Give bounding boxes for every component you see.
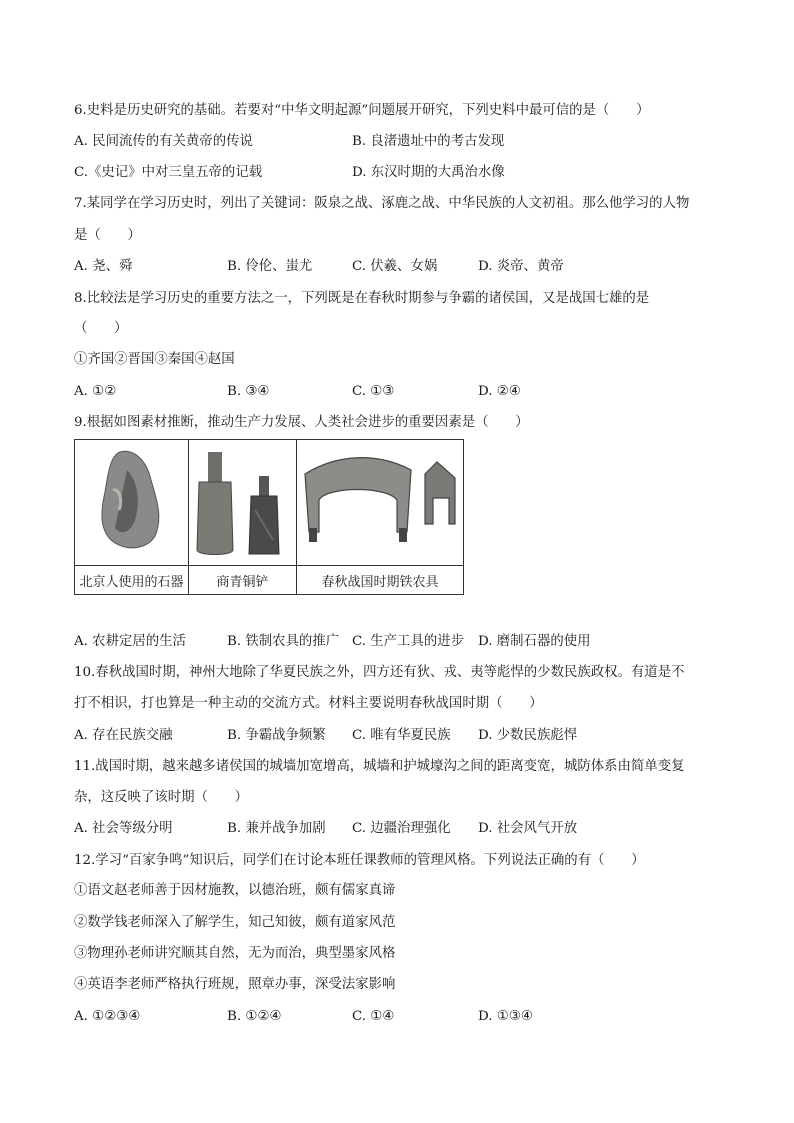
q12-stem: 12.学习“百家争鸣”知识后，同学们在讨论本班任课教师的管理风格。下列说法正确的有（ ）: [74, 853, 645, 868]
q10-stem-line2: 打不相识，打也算是一种主动的交流方式。材料主要说明春秋战国时期（ ）: [74, 696, 543, 711]
bronze-shovel-image: [189, 440, 297, 566]
q12-statement-3: ③物理孙老师讲究顺其自然，无为而治，典型墨家风格: [74, 946, 396, 961]
q6-option-d: D. 东汉时期的大禹治水像: [352, 165, 505, 180]
q10-stem-line1: 10.春秋战国时期，神州大地除了华夏民族之外，四方还有狄、戎、夷等彪悍的少数民族政权。有道是不: [74, 665, 685, 680]
q7-option-a: A. 尧、舜: [74, 259, 133, 274]
q6-stem: 6.史料是历史研究的基础。若要对“中华文明起源”问题展开研究，下列史料中最可信的是（ ）: [74, 103, 650, 118]
q9-option-d: D. 磨制石器的使用: [478, 634, 591, 649]
stone-tool-icon: [75, 440, 188, 565]
q10-option-c: C. 唯有华夏民族: [352, 728, 451, 743]
q9-figure-table: [74, 439, 464, 595]
q12-option-b: B. ①②④: [227, 1009, 282, 1024]
q11-stem-line1: 11.战国时期，越来越多诸侯国的城墙加宽增高，城墙和护城壕沟之间的距离变宽，城防体系由简单变复: [74, 759, 685, 774]
q7-stem-line2: 是（ ）: [74, 228, 141, 243]
q10-option-b: B. 争霸战争频繁: [227, 728, 326, 743]
q8-option-b: B. ③④: [227, 384, 270, 399]
caption-bronze-shovel: 商青铜铲: [189, 566, 297, 595]
q8-items: ①齐国②晋国③秦国④赵国: [74, 352, 235, 367]
q8-option-c: C. ①③: [352, 384, 395, 399]
q6-option-a: A. 民间流传的有关黄帝的传说: [74, 134, 253, 149]
bronze-shovel-icon: [189, 440, 296, 565]
caption-iron-tools: 春秋战国时期铁农具: [297, 566, 464, 595]
q11-option-a: A. 社会等级分明: [74, 821, 173, 836]
iron-tools-image: [297, 440, 464, 566]
q9-option-c: C. 生产工具的进步: [352, 634, 465, 649]
q11-option-c: C. 边疆治理强化: [352, 821, 451, 836]
q11-option-b: B. 兼并战争加剧: [227, 821, 326, 836]
q12-option-d: D. ①③④: [478, 1009, 533, 1024]
iron-tools-icon: [297, 440, 463, 565]
q12-statement-1: ①语文赵老师善于因材施教，以德治班，颇有儒家真谛: [74, 883, 396, 898]
caption-stone-tool: 北京人使用的石器: [75, 566, 189, 595]
q10-option-d: D. 少数民族彪悍: [478, 728, 578, 743]
q8-stem-line2: （ ）: [74, 321, 128, 336]
q6-option-b: B. 良渚遗址中的考古发现: [352, 134, 505, 149]
q7-option-b: B. 伶伦、蚩尤: [227, 259, 313, 274]
q12-option-a: A. ①②③④: [74, 1009, 141, 1024]
q11-option-d: D. 社会风气开放: [478, 821, 578, 836]
q10-option-a: A. 存在民族交融: [74, 728, 173, 743]
q7-option-c: C. 伏羲、女娲: [352, 259, 438, 274]
q6-option-c: C.《史记》中对三皇五帝的记载: [74, 165, 263, 180]
q9-option-b: B. 铁制农具的推广: [227, 634, 340, 649]
q8-option-d: D. ②④: [478, 384, 521, 399]
q7-stem-line1: 7.某同学在学习历史时，列出了关键词：阪泉之战、涿鹿之战、中华民族的人文初祖。那么他学习的人物: [74, 196, 690, 211]
stone-tool-image: [75, 440, 189, 566]
q8-option-a: A. ①②: [74, 384, 117, 399]
q9-option-a: A. 农耕定居的生活: [74, 634, 186, 649]
q7-option-d: D. 炎帝、黄帝: [478, 259, 564, 274]
q8-stem-line1: 8.比较法是学习历史的重要方法之一，下列既是在春秋时期参与争霸的诸侯国，又是战国七雄的是: [74, 291, 650, 306]
q12-statement-4: ④英语李老师严格执行班规，照章办事，深受法家影响: [74, 977, 396, 992]
q12-statement-2: ②数学钱老师深入了解学生，知己知彼，颇有道家风范: [74, 915, 396, 930]
q9-stem: 9.根据如图素材推断，推动生产力发展、人类社会进步的重要因素是（ ）: [74, 415, 529, 430]
q11-stem-line2: 杂，这反映了该时期（ ）: [74, 790, 249, 805]
q12-option-c: C. ①④: [352, 1009, 395, 1024]
